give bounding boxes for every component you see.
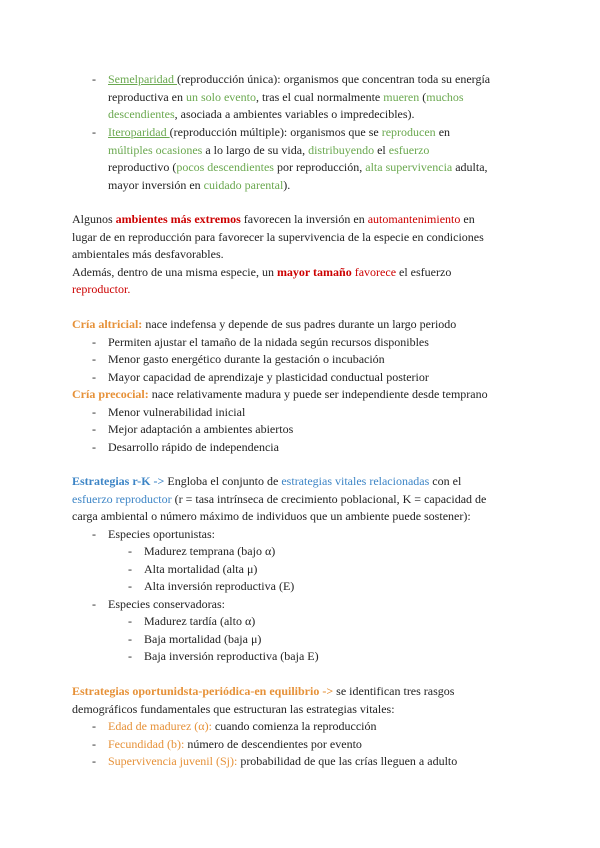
bullet-dash: - [128,561,132,576]
bullet-dash: - [92,125,96,139]
text: se identifican tres rasgos [333,684,455,698]
text: el esfuerzo [396,264,452,279]
iteroparidad-line-2 [108,142,429,160]
highlight-bold: mayor tamaño [276,264,352,279]
text: nace relativamente madura y puede ser independiente desde temprano [148,387,488,401]
sub-list-item: Alta mortalidad (alta μ) [144,561,258,576]
bullet-dash: - [92,526,96,541]
text: en [460,212,475,226]
bullet-dash: - [92,596,96,611]
highlight: esfuerzo reproductor [72,491,172,506]
cria-precocial-line [72,386,488,404]
text: (reproducción única): organismos que concentran toda su energía [176,72,491,86]
bullet-dash: - [92,334,96,349]
sub-list-item: Baja inversión reproductiva (baja E) [144,649,319,663]
text: con el [429,474,462,488]
list-item: Menor gasto energético durante la gestación o incubación [108,352,385,366]
opp-line-2: demográficos fundamentales que estructuran las estrategias vitales: [72,701,395,716]
rk-line-3: carga ambiental o número máximo de individuos que un ambiente puede sostener): [72,509,471,523]
list-item: Mayor capacidad de aprendizaje y plasticidad conductual posterior [108,369,429,384]
iteroparidad-line-4 [108,177,290,195]
bullet-dash: - [92,736,96,751]
opp-title: Estrategias oportunidsta-periódica-en equilibrio -> [72,684,334,698]
text: por reproducción, [273,160,366,174]
cria-altricial-line [72,316,456,334]
sub-list-item: Alta inversión reproductiva (E) [144,579,295,593]
text: (reproducción múltiple): organismos que se [169,125,382,139]
sub-list-item: Madurez temprana (bajo α) [144,544,276,558]
text: , tras el cual normalmente [255,89,384,104]
highlight: favorece [354,264,397,279]
list-item [108,718,377,736]
sub-list-item: Baja mortalidad (baja μ) [144,631,262,646]
text: Algunos [72,212,116,226]
highlight: estrategias vitales relacionadas [281,474,430,488]
rk-line-1 [72,473,461,491]
extremos-line-2: lugar de en reproducción para favorecer la supervivencia de la especie en condiciones [72,229,484,244]
bullet-dash: - [92,754,96,768]
bullet-dash: - [128,579,132,593]
highlight: Edad de madurez (α): [108,719,212,733]
list-item: Permiten ajustar el tamaño de la nidada según recursos disponibles [108,334,429,349]
text: ). [283,177,291,192]
text: Engloba el conjunto de [167,474,282,488]
bullet-dash: - [92,719,96,733]
list-item-oportunistas: Especies oportunistas: [108,526,215,541]
bullet-dash: - [128,649,132,663]
bullet-dash: - [92,404,96,419]
iteroparidad-line-1 [108,124,450,142]
bullet-dash: - [128,631,132,646]
highlight: alta supervivencia [365,160,453,174]
opp-line-1 [72,683,454,701]
cria-altricial-title: Cría altricial: [72,317,143,331]
list-item: Menor vulnerabilidad inicial [108,404,246,419]
highlight: automantenimiento [367,212,461,226]
highlight: pocos descendientes [176,160,274,174]
highlight: un solo evento [185,89,256,104]
text: número de descendientes por evento [184,736,362,751]
bullet-dash: - [92,369,96,384]
highlight: Supervivencia juvenil (Sj): [108,754,238,768]
text: nace indefensa y depende de sus padres durante un largo periodo [142,317,457,331]
highlight-bold: ambientes más extremos [115,212,241,226]
bullet-dash: - [92,439,96,454]
list-item: Mejor adaptación a ambientes abiertos [108,422,294,436]
semelparidad-line-1 [108,71,490,89]
semelparidad-line-3 [108,106,415,124]
list-item [108,736,362,754]
highlight: Fecundidad (b): [108,736,185,751]
text: favorecen la inversión en [240,212,368,226]
extremos-line-4 [72,264,451,282]
text: reproductiva en [108,89,186,104]
text: reproductivo ( [108,160,177,174]
bullet-dash: - [128,544,132,558]
list-item: Desarrollo rápido de independencia [108,439,279,454]
term-semelparidad: Semelparidad [108,72,177,86]
rk-title: Estrategias r-K -> [72,474,168,488]
highlight: muchos [426,89,464,104]
bullet-dash: - [92,352,96,366]
highlight: cuidado parental [203,177,284,192]
text: cuando comienza la reproducción [211,719,377,733]
iteroparidad-line-3 [108,159,488,177]
highlight: múltiples ocasiones [108,142,203,157]
extremos-line-5: reproductor. [72,282,131,296]
bullet-dash: - [92,72,96,86]
highlight: distribuyendo [308,142,375,157]
text: ( [419,89,427,104]
term-iteroparidad: Iteroparidad [108,125,170,139]
sub-list-item: Madurez tardía (alto α) [144,614,256,628]
text: el [374,142,389,157]
bullet-dash: - [128,614,132,628]
highlight: esfuerzo [388,142,430,157]
highlight: reproducen [381,125,436,139]
extremos-line-1 [72,211,475,229]
text: mayor inversión en [108,177,204,192]
cria-precocial-title: Cría precocial: [72,387,149,401]
text: , asociada a ambientes variables o impredecibles). [174,107,415,121]
semelparidad-line-2 [108,89,464,107]
text: en [435,125,451,139]
text: probabilidad de que las crías lleguen a adulto [237,754,458,768]
extremos-line-3: ambientales más desfavorables. [72,247,224,261]
rk-line-2 [72,491,486,509]
text: a lo largo de su vida, [202,142,309,157]
highlight: mueren [383,89,420,104]
text: adulta, [452,160,488,174]
text: Además, dentro de una misma especie, un [72,264,277,279]
list-item-conservadoras: Especies conservadoras: [108,596,225,611]
highlight: descendientes [108,107,175,121]
text: (r = tasa intrínseca de crecimiento poblacional, K = capacidad de [171,491,487,506]
list-item [108,753,457,771]
bullet-dash: - [92,422,96,436]
